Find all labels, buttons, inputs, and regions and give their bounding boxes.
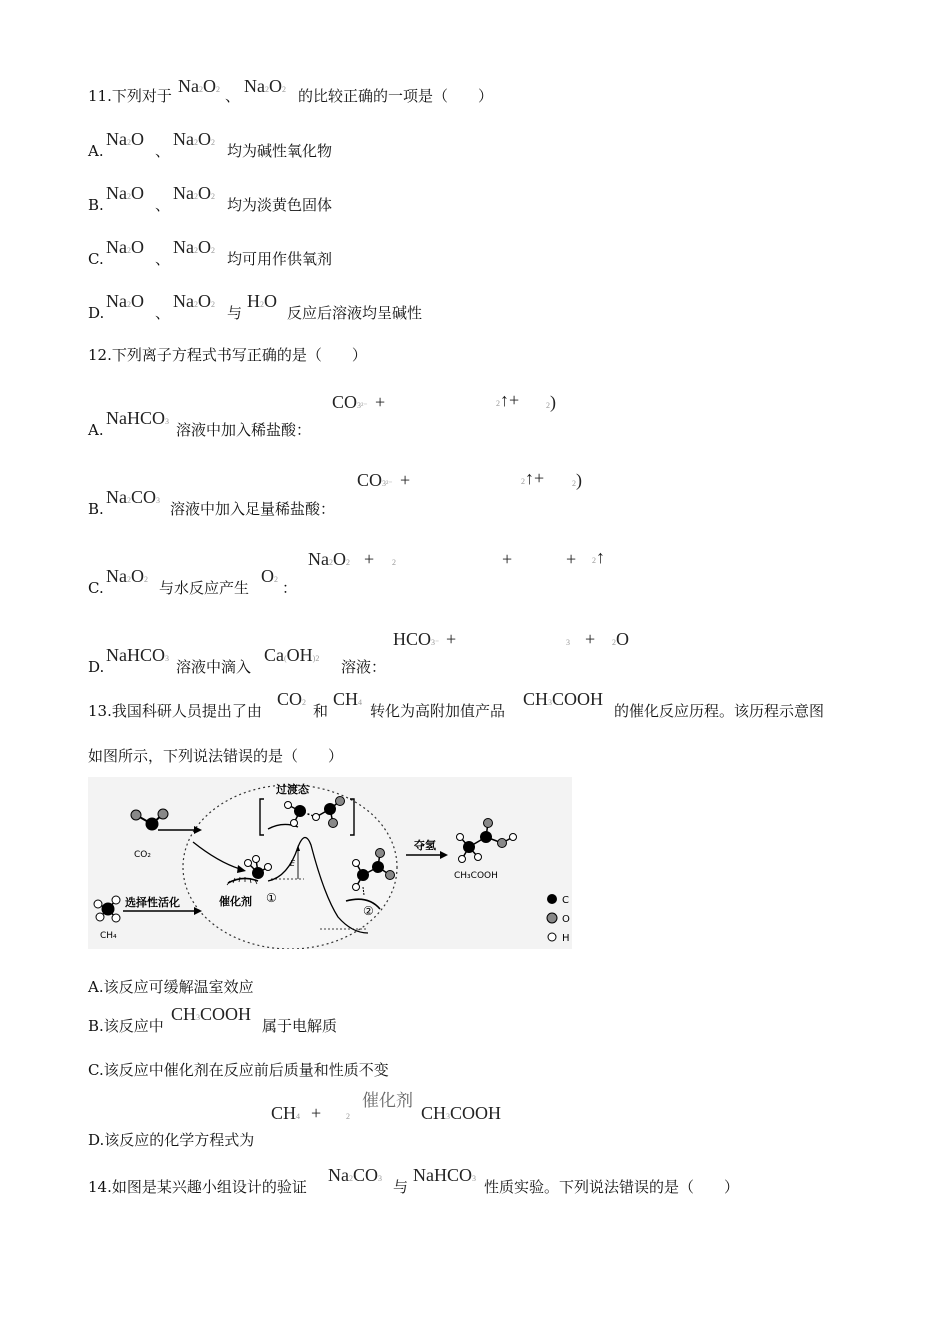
q12-option-a-formula: NaHCO3 <box>106 408 169 428</box>
q12-c-eq-arrow: 2↑ <box>592 547 605 567</box>
q11-option-d-formula-2: Na2O2 <box>173 291 215 311</box>
q11-stem-suffix: 的比较正确的一项是（ ） <box>298 87 494 105</box>
step-1-label: ① <box>266 891 277 905</box>
q13-option-d: D.该反应的化学方程式为 <box>88 1131 255 1149</box>
q12-option-c-formula: Na2O2 <box>106 566 148 586</box>
q11-option-c-formula-1: Na2O <box>106 237 144 257</box>
q12-option-d-caoh: Ca(OH)2 <box>264 645 320 665</box>
co2-label: CO₂ <box>134 850 151 860</box>
q13-d-catalyst-over-arrow: 催化剂 <box>362 1091 413 1111</box>
q13-d-eq-plus: + <box>311 1103 322 1123</box>
q13-product: CH3COOH <box>523 689 604 709</box>
q12-d-eq-left: HCO3⁻ <box>393 629 440 649</box>
transition-state-label: 过渡态 <box>276 783 309 796</box>
q12-a-eq-left: CO3²⁻ <box>332 392 368 412</box>
q12-option-a-text: 溶液中加入稀盐酸： <box>176 421 312 439</box>
q14-nahco3: NaHCO3 <box>413 1165 476 1185</box>
legend-carbon: C <box>562 895 569 906</box>
q12-option-c-text: 与水反应产生 <box>159 579 250 597</box>
q11-option-c-sep: 、 <box>155 250 171 268</box>
q12-a-eq-right: 2↑+ <box>496 390 520 410</box>
q11-separator: 、 <box>225 87 241 105</box>
q11-option-d-water: H2O <box>247 291 277 311</box>
q13-option-b-formula: CH3COOH <box>171 1004 252 1024</box>
q12-b-eq-left: CO3²⁻ <box>357 470 393 490</box>
q13-ch4: CH4 <box>333 689 363 709</box>
q13-stem-suffix: 的催化反应历程。该历程示意图 <box>614 702 825 720</box>
q11-option-a-text: 均为碱性氧化物 <box>227 142 333 160</box>
q12-a-eq-plus: + <box>375 392 386 412</box>
q12-option-b-label: B. <box>88 500 104 518</box>
q12-option-c-colon: ： <box>282 579 298 597</box>
q11-option-b-sep: 、 <box>155 196 171 214</box>
q13-co2: CO2 <box>277 689 307 709</box>
q12-option-c-o2: O2 <box>261 566 278 586</box>
q11-option-c-label: C. <box>88 250 104 268</box>
q12-a-eq-tail: 2) <box>546 392 556 412</box>
q12-c-eq-sub: 2 <box>392 558 396 567</box>
q12-d-eq-tail: 2O <box>612 629 629 649</box>
selective-activation-label: 选择性活化 <box>125 896 180 909</box>
energy-label: E <box>290 859 296 868</box>
q12-c-eq-plus2: + <box>502 549 513 569</box>
q11-option-b-formula-2: Na2O2 <box>173 183 215 203</box>
q13-d-eq-co2-partial: 2 <box>346 1112 350 1121</box>
q13-d-eq-ch4: CH4 <box>271 1103 301 1123</box>
q12-c-eq-plus3: + <box>566 549 577 569</box>
q13-option-a: A.该反应可缓解温室效应 <box>88 978 254 996</box>
q11-option-d-text: 反应后溶液均呈碱性 <box>287 304 423 322</box>
q12-option-b-formula: Na2CO3 <box>106 487 161 507</box>
q11-option-c-formula-2: Na2O2 <box>173 237 215 257</box>
step-2-label: ② <box>363 904 374 918</box>
q13-option-b-suffix: 属于电解质 <box>262 1017 338 1035</box>
q12-b-eq-right: 2↑+ <box>521 468 545 488</box>
acetic-acid-label: CH₃COOH <box>454 871 498 881</box>
q12-d-eq-sub: 3 <box>566 638 570 647</box>
q12-option-c-label: C. <box>88 579 104 597</box>
q14-stem-suffix: 性质实验。下列说法错误的是（ ） <box>484 1178 740 1196</box>
q12-c-eq-left: Na2O2 <box>308 549 350 569</box>
q11-option-a-formula-1: Na2O <box>106 129 144 149</box>
ch4-label: CH₄ <box>100 931 117 941</box>
q11-option-d-with: 与 <box>227 304 243 322</box>
legend-hydrogen: H <box>562 933 570 944</box>
q11-option-a-label: A. <box>88 142 104 160</box>
dehydrogenation-label: 夺氢 <box>414 839 436 852</box>
q12-option-d-formula: NaHCO3 <box>106 645 169 665</box>
q12-option-b-text: 溶液中加入足量稀盐酸： <box>170 500 336 518</box>
q13-d-eq-product: CH3COOH <box>421 1103 502 1123</box>
reaction-mechanism-diagram <box>88 777 572 949</box>
q11-stem: 11.下列对于 <box>88 87 172 105</box>
q12-stem: 12.下列离子方程式书写正确的是（ ） <box>88 346 367 364</box>
q11-option-a-sep: 、 <box>155 142 171 160</box>
q13-option-b-prefix: B.该反应中 <box>88 1017 164 1035</box>
q14-and: 与 <box>393 1178 409 1196</box>
q14-na2co3: Na2CO3 <box>328 1165 383 1185</box>
q13-stem-prefix: 13.我国科研人员提出了由 <box>88 702 262 720</box>
q11-option-b-formula-1: Na2O <box>106 183 144 203</box>
q13-and: 和 <box>313 702 329 720</box>
q12-d-eq-plus2: + <box>585 629 596 649</box>
q12-option-a-label: A. <box>88 421 104 439</box>
q13-stem-mid: 转化为高附加值产品 <box>370 702 506 720</box>
q11-option-b-text: 均为淡黄色固体 <box>227 196 333 214</box>
q12-option-d-text: 溶液中滴入 <box>176 658 252 676</box>
q11-formula-1: Na2O2 <box>178 76 220 96</box>
q12-c-eq-plus: + <box>364 549 375 569</box>
q12-b-eq-plus: + <box>400 470 411 490</box>
q11-formula-2: Na2O2 <box>244 76 286 96</box>
q11-option-d-sep: 、 <box>155 304 171 322</box>
q12-b-eq-tail: 2) <box>572 470 582 490</box>
q12-option-d-label: D. <box>88 658 105 676</box>
q13-stem-line2: 如图所示，下列说法错误的是（ ） <box>88 747 344 765</box>
catalyst-label: 催化剂 <box>219 895 252 908</box>
q11-option-b-label: B. <box>88 196 104 214</box>
q11-option-a-formula-2: Na2O2 <box>173 129 215 149</box>
q11-option-c-text: 均可用作供氧剂 <box>227 250 333 268</box>
q12-option-d-text2: 溶液： <box>341 658 387 676</box>
q13-option-c: C.该反应中催化剂在反应前后质量和性质不变 <box>88 1061 389 1079</box>
legend-oxygen: O <box>562 914 570 925</box>
q14-stem-prefix: 14.如图是某兴趣小组设计的验证 <box>88 1178 307 1196</box>
q12-d-eq-plus: + <box>446 629 457 649</box>
q11-option-d-formula-1: Na2O <box>106 291 144 311</box>
q11-option-d-label: D. <box>88 304 105 322</box>
